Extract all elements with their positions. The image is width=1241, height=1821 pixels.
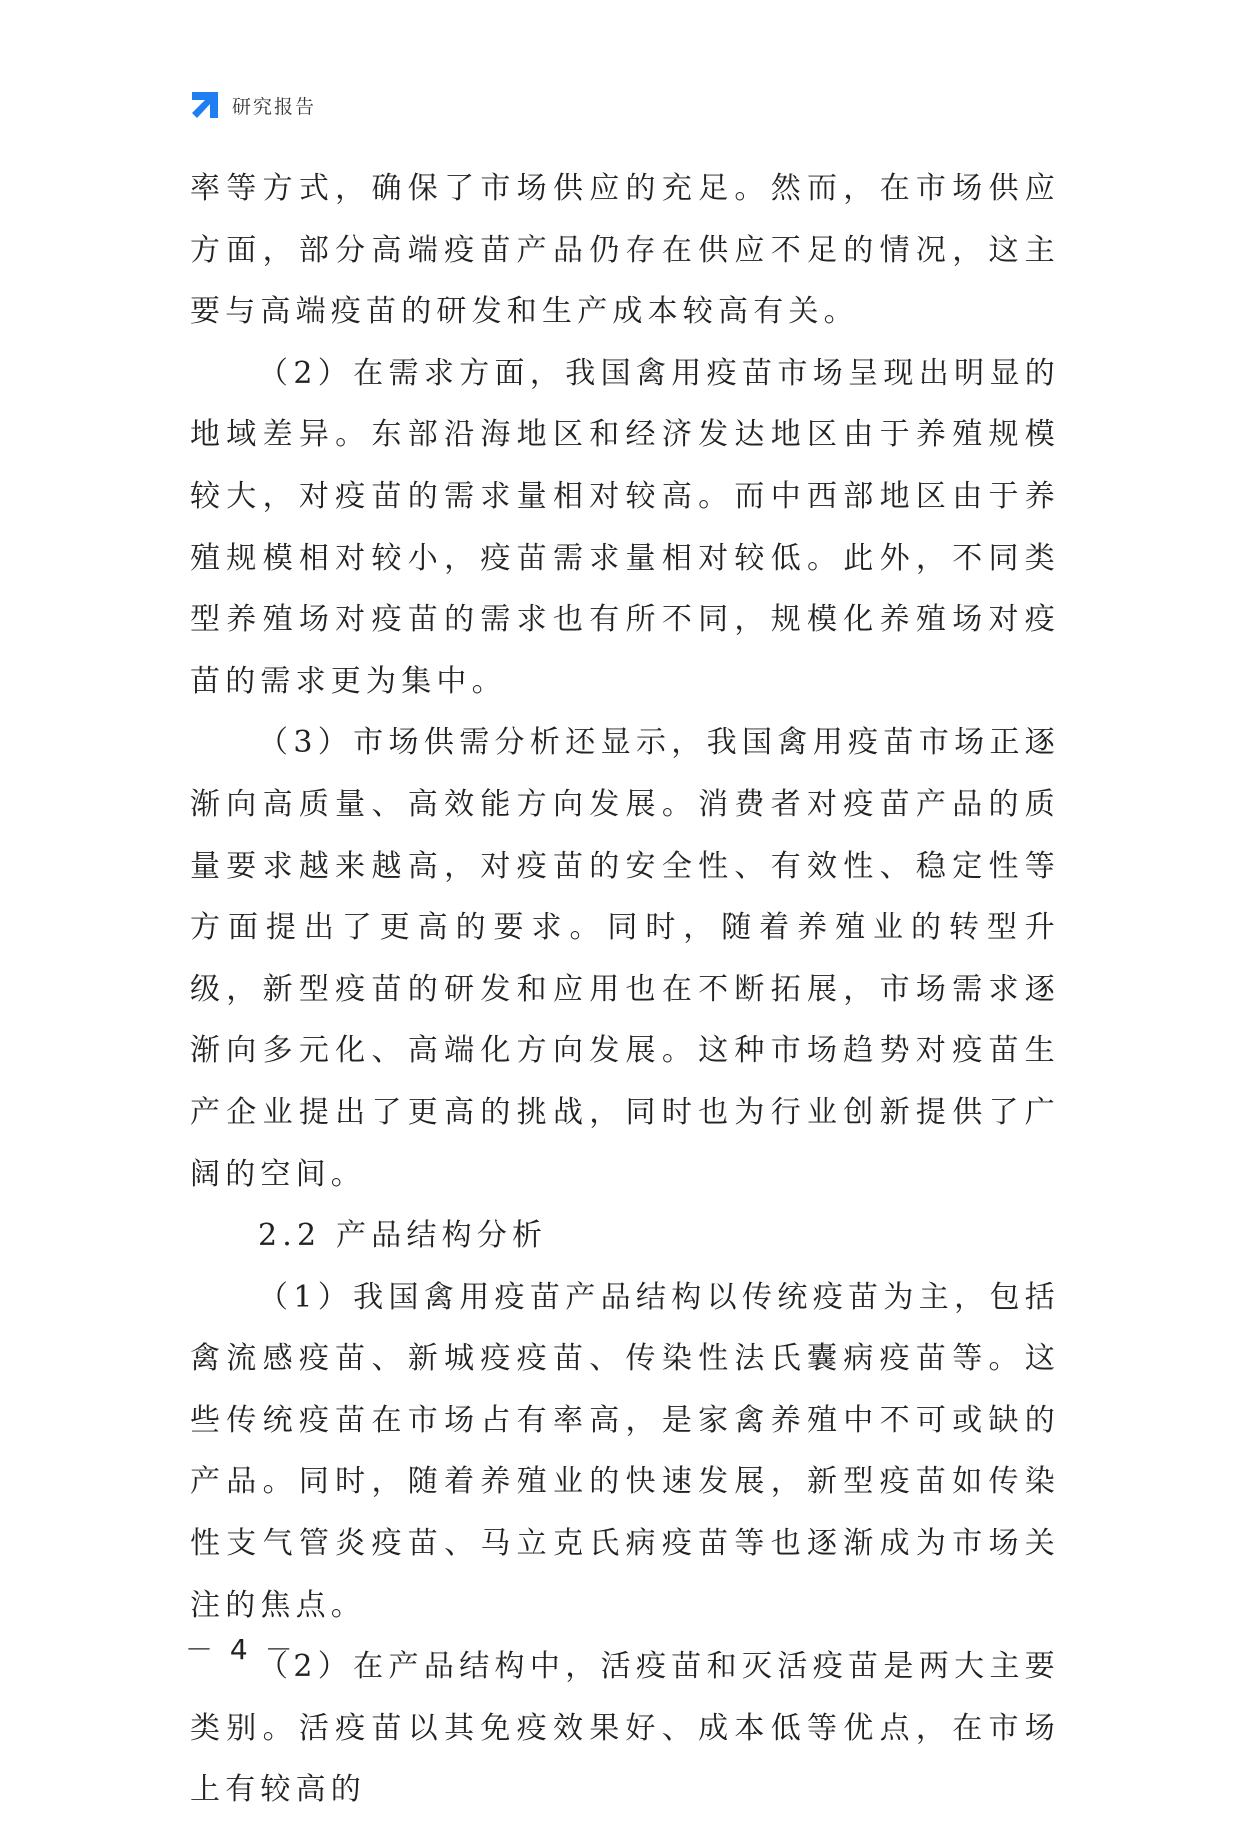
document-body <box>190 158 1060 1821</box>
paragraph-product-structure-2: （2）在产品结构中，活疫苗和灭活疫苗是两大主要类别。活疫苗以其免疫效果好、成本低等优点，在市场上有较高的 <box>190 1649 1060 1808</box>
paragraph-supply-demand-trend: （3）市场供需分析还显示，我国禽用疫苗市场正逐渐向高质量、高效能方向发展。消费者对疫苗产品的质量要求越来越高，对疫苗的安全性、有效性、稳定性等方面提出了更高的要求。同时，随着养殖业的转型升级，新型疫苗的研发和应用也在不断拓展，市场需求逐渐向多元化、高端化方向发展。这种市场趋势对疫苗生产企业提出了更高的挑战，同时也为行业创新提供了广阔的空间。 <box>190 725 1060 1192</box>
header-label: 研究报告 <box>232 95 317 118</box>
paragraph-demand: （2）在需求方面，我国禽用疫苗市场呈现出明显的地域差异。东部沿海地区和经济发达地区由于养殖规模较大，对疫苗的需求量相对较高。而中西部地区由于养殖规模相对较小，疫苗需求量相对较低。此外，不同类型养殖场对疫苗的需求也有所不同，规模化养殖场对疫苗的需求更为集中。 <box>190 355 1060 699</box>
paragraph-product-structure-1: （1）我国禽用疫苗产品结构以传统疫苗为主，包括禽流感疫苗、新城疫疫苗、传染性法氏囊病疫苗等。这些传统疫苗在市场占有率高，是家禽养殖中不可或缺的产品。同时，随着养殖业的快速发展，新型疫苗如传染性支气管炎疫苗、马立克氏病疫苗等也逐渐成为市场关注的焦点。 <box>190 1279 1060 1623</box>
paragraph-continued: 率等方式，确保了市场供应的充足。然而，在市场供应方面，部分高端疫苗产品仍存在供应不足的情况，这主要与高端疫苗的研发和生产成本较高有关。 <box>190 171 1060 330</box>
section-heading: 2.2 产品结构分析 <box>258 1218 548 1254</box>
arrow-logo-icon <box>188 88 222 122</box>
page-number: － 4 － <box>185 1633 297 1666</box>
page-header <box>188 88 316 122</box>
